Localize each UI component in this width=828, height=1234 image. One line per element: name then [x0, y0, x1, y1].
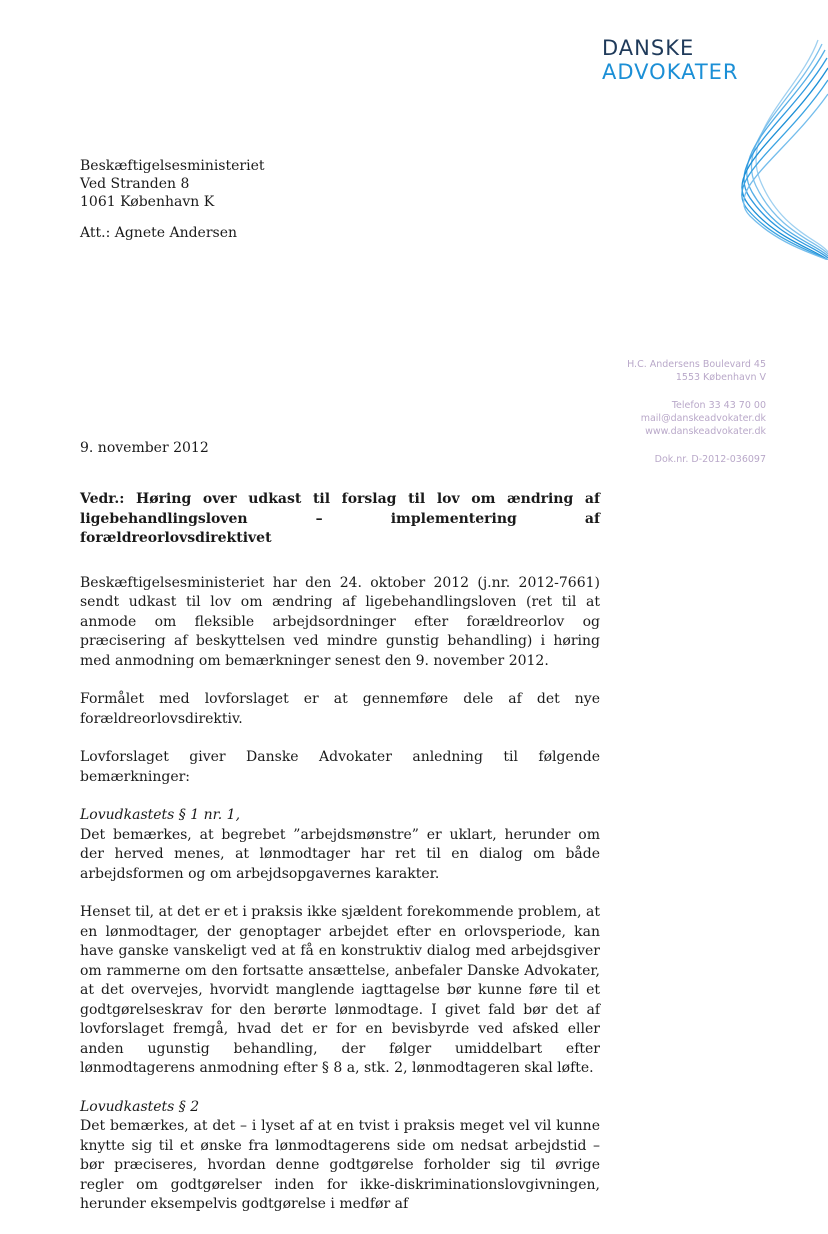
section-heading: Lovudkastets § 1 nr. 1, [80, 807, 241, 823]
paragraph: Henset til, at det er et i praksis ikke sjældent forekommende problem, at en lønmodtager, der genoptager arbejdet efter en orlovsperiode, kan have ganske vanskeligt ved at få en konstruktiv dialog med arbejdsgiver om rammerne om den fortsatte ansættelse, anbefaler Danske Advokater, at det overvejes, hvorvidt manglende iagttagelse bør kunne føre til et godtgørelseskrav for den berørte lønmodtage. I givet fald bør det af lovforslaget fremgå, hvad det er for en bevisbyrde ved afsked eller anden ugunstig behandling, der følger umiddelbart efter lønmodtagerens anmodning efter § 8 a, stk. 2, lønmodtageren skal løfte. [80, 904, 600, 1076]
sender-phone: Telefon 33 43 70 00 [671, 400, 766, 411]
paragraph: Beskæftigelsesministeriet har den 24. oktober 2012 (j.nr. 2012-7661) sendt udkast til lov om ændring af ligebehandlingsloven (ret til at anmode om fleksible arbejdsordninger efter forældreorlov og præcisering af beskyttelsen ved mindre gunstig behandling) i høring med anmodning om bemærkninger senest den 9. november 2012. [80, 574, 600, 669]
sender-contact-block [627, 358, 766, 466]
logo-line-danske: DANSKE [602, 36, 695, 60]
logo-line-advokater: ADVOKATER [602, 60, 739, 84]
recipient-org: Beskæftigelsesministeriet [80, 158, 265, 174]
recipient-street: Ved Stranden 8 [80, 176, 190, 192]
sender-email: mail@danskeadvokater.dk [640, 413, 766, 424]
recipient-city: 1061 København K [80, 194, 215, 210]
logo-wave-graphic [700, 30, 828, 260]
paragraph: Formålet med lovforslaget er at gennemføre dele af det nye forældreorlovsdirektiv. [80, 691, 600, 727]
section-1 [80, 806, 600, 884]
subject-line: Vedr.: Høring over udkast til forslag til lov om ændring af ligebehandlingsloven – implementering af forældreorlovsdirektivet [80, 491, 600, 546]
paragraph: Det bemærkes, at begrebet ”arbejdsmønstre” er uklart, herunder om der herved menes, at lønmodtager har ret til en dialog om både arbejdsformen og om arbejdsopgavernes karakter. [80, 826, 600, 882]
letter-date: 9. november 2012 [80, 440, 209, 456]
section-heading: Lovudkastets § 2 [80, 1098, 200, 1115]
recipient-address [80, 157, 265, 211]
wave-line [744, 94, 828, 260]
sender-street: H.C. Andersens Boulevard 45 [627, 359, 766, 370]
sender-city: 1553 København V [675, 372, 766, 383]
document-number: Dok.nr. D-2012-036097 [654, 454, 766, 465]
paragraph: Lovforslaget giver Danske Advokater anledning til følgende bemærkninger: [80, 749, 600, 785]
sender-web: www.danskeadvokater.dk [645, 426, 766, 437]
paragraph: Det bemærkes, at det – i lyset af at en tvist i praksis meget vel vil kunne knytte sig til et ønske fra lønmodtagerens side om nedsat arbejdstid – bør præciseres, hvordan denne godtgørelse forholder sig til øvrige regler om godtgørelser inden for ikke-diskriminationslovgivningen, herunder eksempelvis godtgørelse i medfør af [80, 1118, 600, 1212]
section-2 [80, 1098, 600, 1215]
recipient-attention: Att.: Agnete Andersen [80, 225, 238, 241]
letter-body [80, 490, 600, 1234]
